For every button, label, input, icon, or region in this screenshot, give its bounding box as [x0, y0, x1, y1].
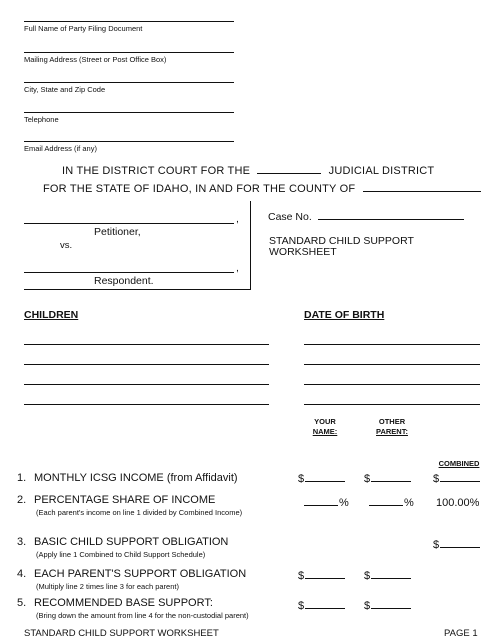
case-number-blank[interactable]	[318, 219, 464, 220]
item-4-title: EACH PARENT'S SUPPORT OBLIGATION	[34, 568, 247, 580]
versus-label: vs.	[60, 240, 73, 251]
item-5-subtitle: (Bring down the amount from line 4 for the non-custodial parent)	[36, 611, 249, 620]
telephone-label: Telephone	[24, 115, 59, 124]
item-1-your-amount[interactable]	[298, 473, 345, 485]
item-1-your-blank[interactable]	[305, 481, 345, 482]
item-4-number: 4.	[17, 568, 27, 580]
county-blank[interactable]	[363, 191, 481, 192]
your-header-line2: NAME:	[312, 427, 338, 436]
item-1-other-amount[interactable]	[364, 473, 411, 485]
child-name-line-3[interactable]	[24, 384, 269, 385]
dollar-sign: $	[298, 600, 305, 612]
percent-sign: %	[339, 497, 349, 509]
item-5-other-blank[interactable]	[371, 608, 411, 609]
item-3-combined-blank[interactable]	[440, 547, 480, 548]
other-header-line1: OTHER	[378, 417, 406, 426]
percent-sign: %	[404, 497, 414, 509]
dob-header: DATE OF BIRTH	[304, 309, 385, 321]
your-header-line1: YOUR	[314, 417, 336, 426]
dollar-sign: $	[298, 473, 305, 485]
city-state-zip-label: City, State and Zip Code	[24, 85, 106, 94]
item-3-title: BASIC CHILD SUPPORT OBLIGATION	[34, 536, 229, 548]
item-2-combined-percent: 100.00%	[436, 497, 480, 509]
footer-page-number: PAGE 1	[444, 628, 478, 639]
child-dob-line-2[interactable]	[304, 364, 480, 365]
respondent-comma: ,	[236, 262, 239, 274]
item-4-your-blank[interactable]	[305, 578, 345, 579]
item-4-your-amount[interactable]	[298, 570, 345, 582]
dollar-sign: $	[364, 570, 371, 582]
item-5-number: 5.	[17, 597, 27, 609]
item-2-number: 2.	[17, 494, 27, 506]
child-dob-line-4[interactable]	[304, 404, 480, 405]
combined-column-header	[432, 459, 486, 469]
other-parent-column-header	[364, 417, 420, 437]
child-dob-line-3[interactable]	[304, 384, 480, 385]
item-1-combined-amount[interactable]	[433, 473, 480, 485]
item-4-other-blank[interactable]	[371, 578, 411, 579]
item-2-other-blank[interactable]	[369, 505, 403, 506]
item-2-title: PERCENTAGE SHARE OF INCOME	[34, 494, 216, 506]
item-1-combined-blank[interactable]	[440, 481, 480, 482]
county-label: FOR THE STATE OF IDAHO, IN AND FOR THE COUNTY OF	[43, 183, 356, 195]
item-2-your-blank[interactable]	[304, 505, 338, 506]
document-title-2: WORKSHEET	[269, 246, 337, 258]
child-dob-line-1[interactable]	[304, 344, 480, 345]
caption-bottom-rule	[24, 289, 251, 290]
email-line[interactable]	[24, 141, 234, 142]
court-title-pre: IN THE DISTRICT COURT FOR THE	[62, 165, 251, 177]
your-name-column-header	[300, 417, 350, 437]
children-header: CHILDREN	[24, 309, 79, 321]
dollar-sign: $	[364, 600, 371, 612]
court-title-post: JUDICIAL DISTRICT	[328, 165, 435, 177]
respondent-label: Respondent.	[94, 275, 154, 287]
dollar-sign: $	[433, 539, 440, 551]
city-state-zip-line[interactable]	[24, 82, 234, 83]
item-1-other-blank[interactable]	[371, 481, 411, 482]
court-title-line2	[43, 183, 481, 195]
judicial-district-blank[interactable]	[257, 173, 321, 174]
item-1-title: MONTHLY ICSG INCOME (from Affidavit)	[34, 472, 238, 484]
petitioner-comma: ,	[236, 213, 239, 225]
child-name-line-2[interactable]	[24, 364, 269, 365]
petitioner-name-line[interactable]	[24, 223, 234, 224]
court-title-line1	[62, 165, 434, 177]
filer-name-label: Full Name of Party Filing Document	[24, 24, 143, 33]
dollar-sign: $	[298, 570, 305, 582]
combined-header: COMBINED	[438, 459, 480, 468]
mailing-address-line[interactable]	[24, 52, 234, 53]
caption-divider	[250, 201, 251, 289]
item-5-other-amount[interactable]	[364, 600, 411, 612]
telephone-line[interactable]	[24, 112, 234, 113]
case-number-label: Case No.	[268, 211, 312, 223]
item-2-subtitle: (Each parent's income on line 1 divided by Combined Income)	[36, 508, 243, 517]
child-name-line-1[interactable]	[24, 344, 269, 345]
item-5-title: RECOMMENDED BASE SUPPORT:	[34, 597, 213, 609]
item-3-number: 3.	[17, 536, 27, 548]
item-2-your-percent[interactable]	[304, 497, 349, 509]
item-5-your-amount[interactable]	[298, 600, 345, 612]
document-title-1: STANDARD CHILD SUPPORT	[269, 235, 414, 247]
item-1-number: 1.	[17, 472, 27, 484]
item-5-your-blank[interactable]	[305, 608, 345, 609]
item-4-subtitle: (Multiply line 2 times line 3 for each parent)	[36, 582, 179, 591]
case-number-field	[268, 211, 464, 223]
footer-document-title: STANDARD CHILD SUPPORT WORKSHEET	[24, 628, 219, 639]
mailing-address-label: Mailing Address (Street or Post Office Box)	[24, 55, 167, 64]
email-label: Email Address (if any)	[24, 144, 97, 153]
filer-name-line[interactable]	[24, 21, 234, 22]
respondent-name-line[interactable]	[24, 272, 234, 273]
dollar-sign: $	[433, 473, 440, 485]
child-name-line-4[interactable]	[24, 404, 269, 405]
other-header-line2: PARENT:	[376, 427, 408, 436]
item-3-combined-amount[interactable]	[433, 539, 480, 551]
item-4-other-amount[interactable]	[364, 570, 411, 582]
item-3-subtitle: (Apply line 1 Combined to Child Support Schedule)	[36, 550, 206, 559]
petitioner-label: Petitioner,	[94, 226, 141, 238]
dollar-sign: $	[364, 473, 371, 485]
item-2-other-percent[interactable]	[369, 497, 414, 509]
